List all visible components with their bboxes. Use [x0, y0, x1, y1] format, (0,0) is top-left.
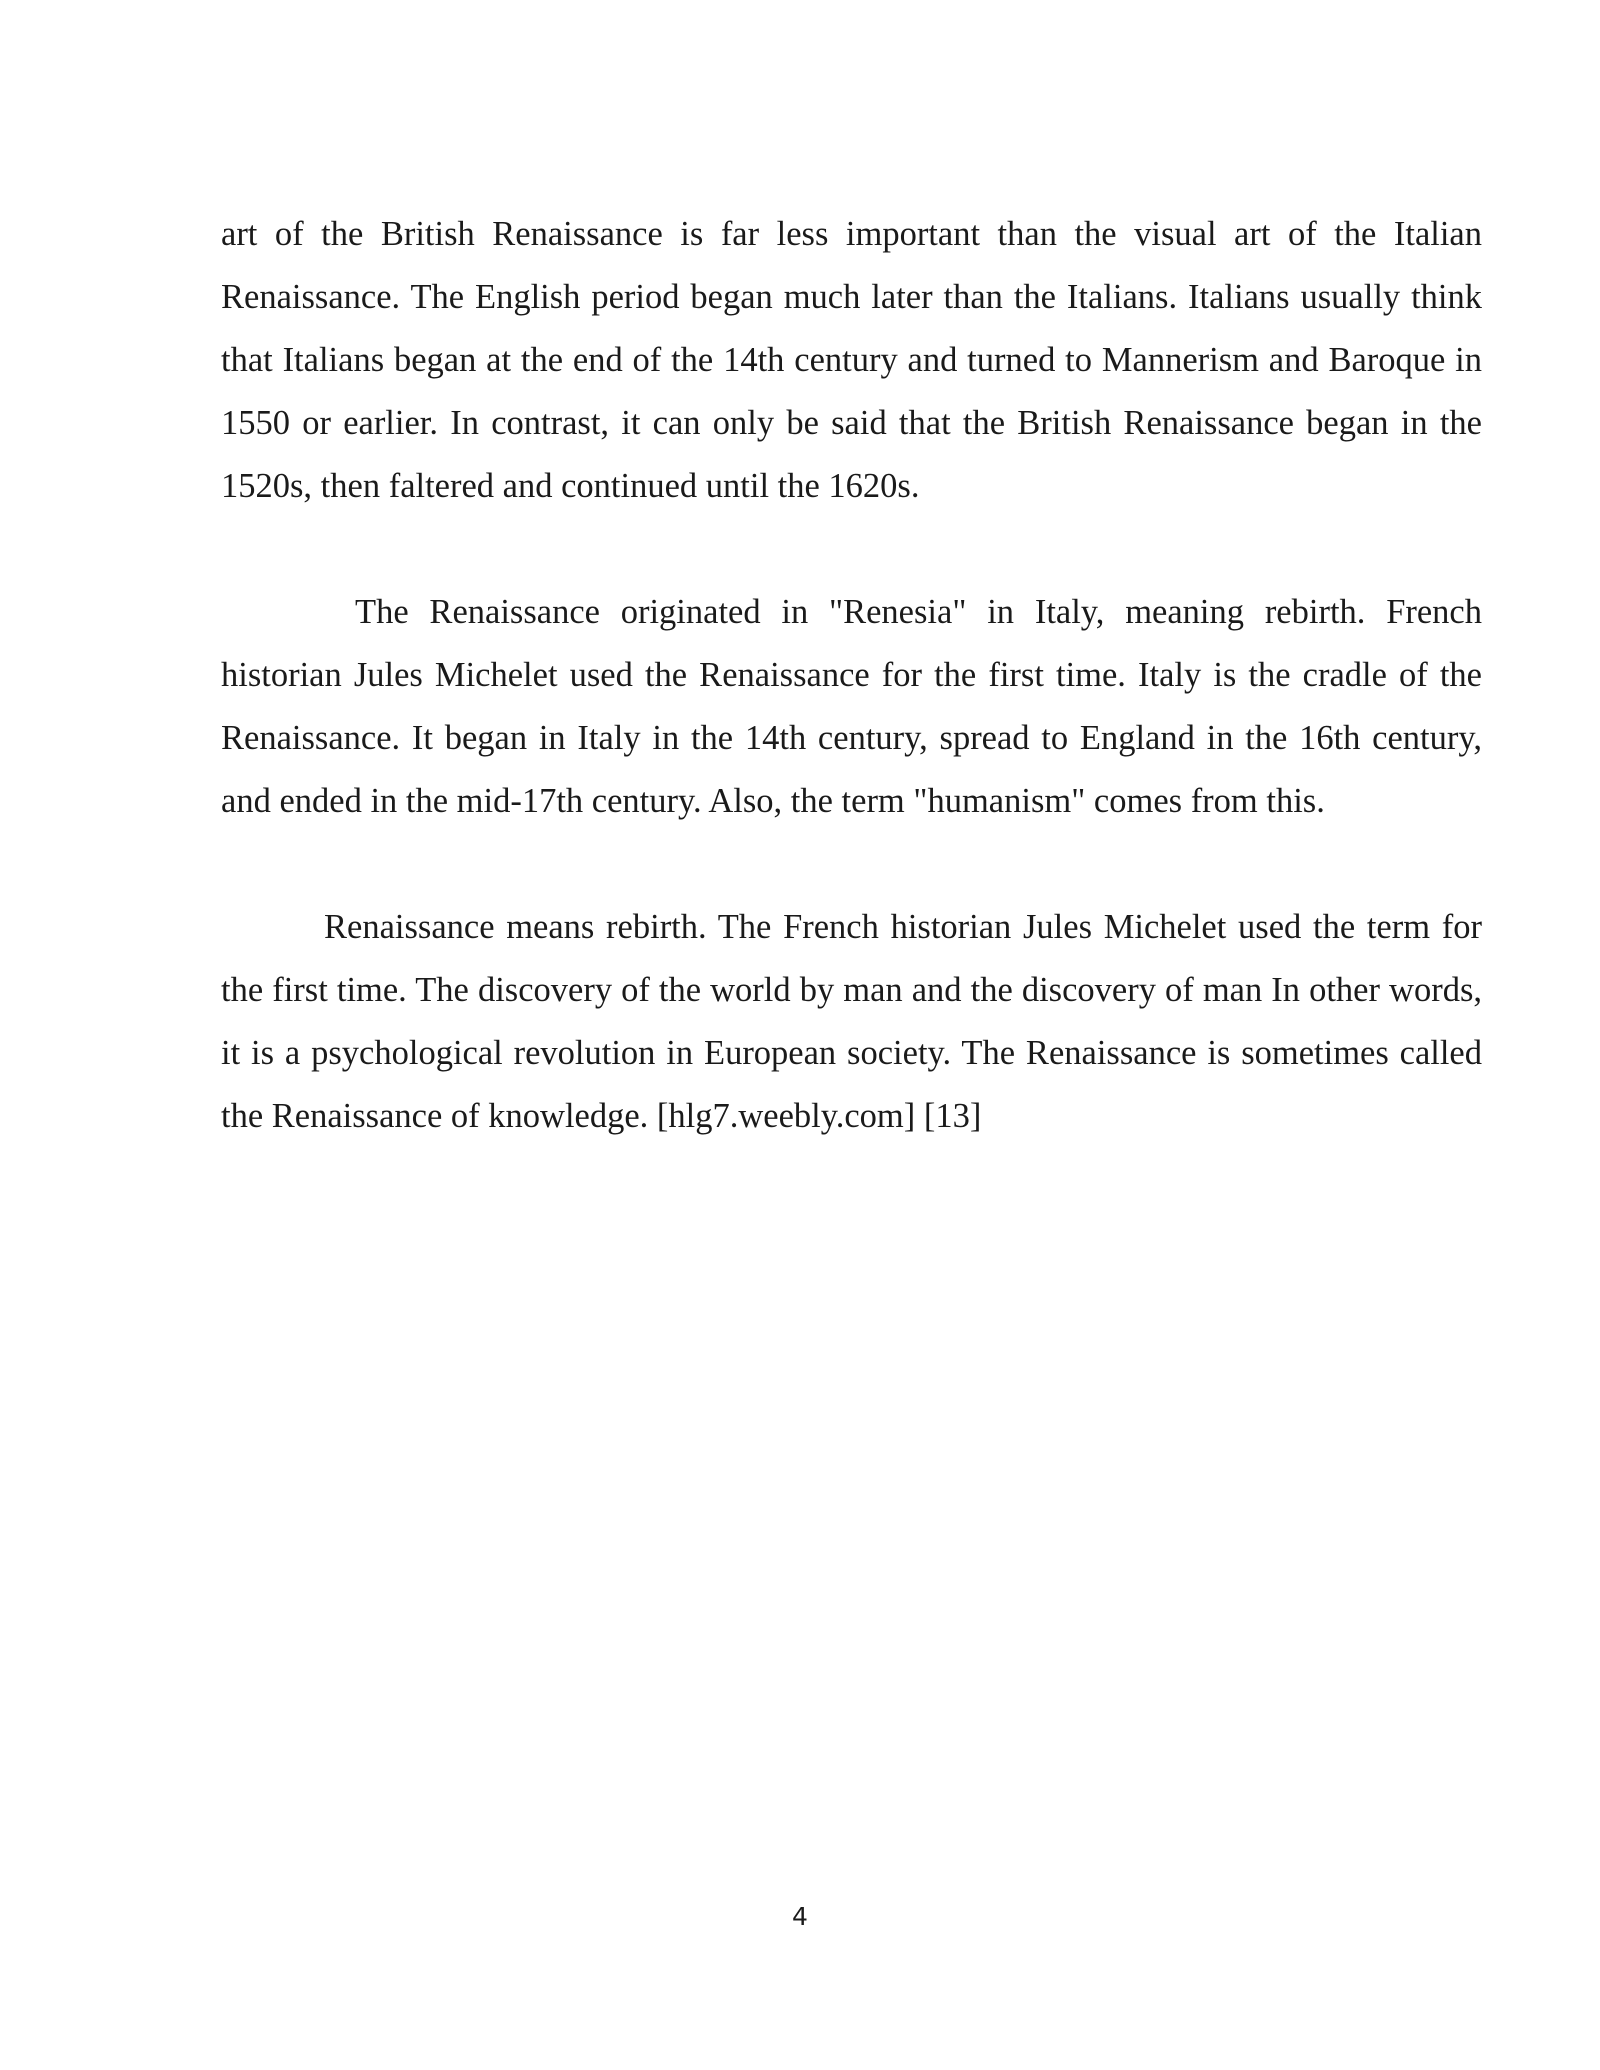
paragraph-renaissance-meaning: Renaissance means rebirth. The French historian Jules Michelet used the term for the first time. The discovery of the world by man and the discovery of man In other words, it is a psychological revolution in European society. The Renaissance is sometimes called the Renaissance of knowledge. [hlg7.weebly.com] [13]	[221, 908, 1482, 1135]
paragraph-british-renaissance-art: art of the British Renaissance is far less important than the visual art of the Italian Renaissance. The English period began much later than the Italians. Italians usually think that Italians began at the end of the 14th century and turned to Mannerism and Baroque in 1550 or earlier. In contrast, it can only be said that the British Renaissance began in the 1520s, then faltered and continued until the 1620s.	[221, 215, 1482, 505]
page-body	[221, 203, 1482, 1148]
paragraph-renaissance-origin: The Renaissance originated in "Renesia" in Italy, meaning rebirth. French historian Jules Michelet used the Renaissance for the first time. Italy is the cradle of the Renaissance. It began in Italy in the 14th century, spread to England in the 16th century, and ended in the mid-17th century. Also, the term "humanism" comes from this.	[221, 593, 1482, 820]
page-number: 4	[792, 1902, 808, 1931]
